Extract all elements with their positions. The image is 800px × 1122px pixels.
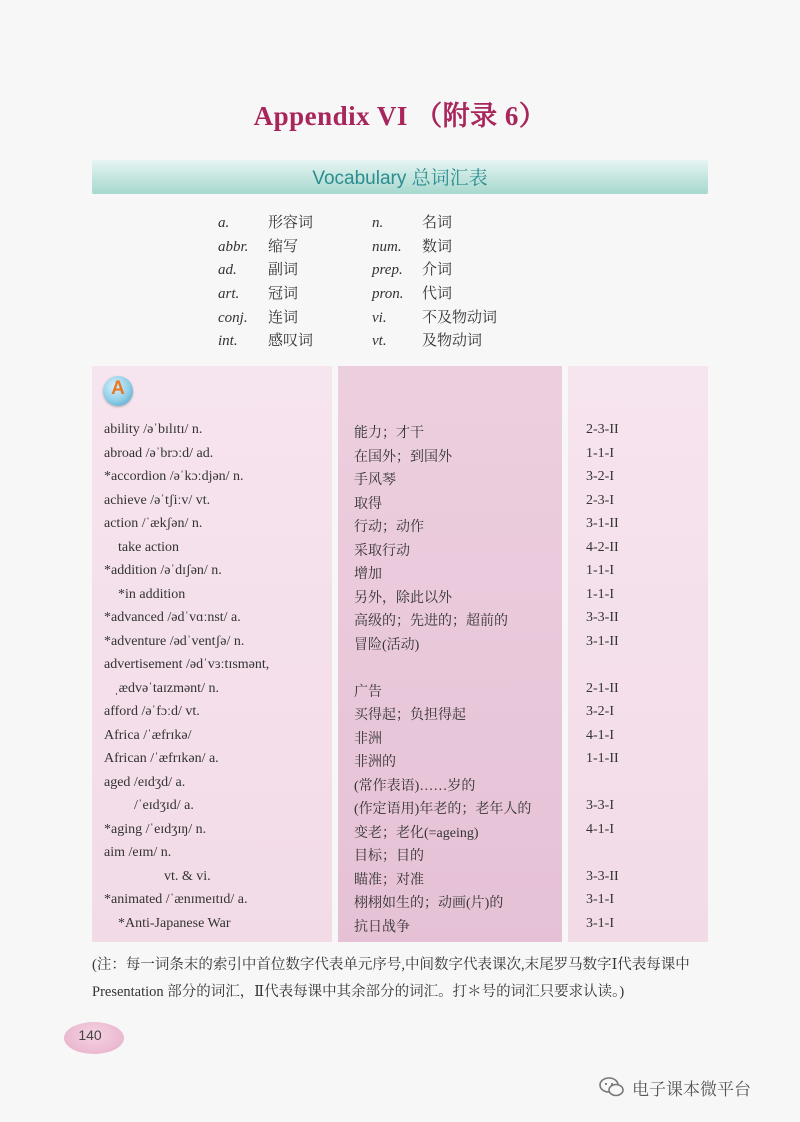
abbr-meaning: 介词 bbox=[422, 262, 453, 279]
abbr-meaning: 形容词 bbox=[268, 215, 314, 231]
vocab-index: 3-2-I bbox=[586, 704, 614, 719]
vocab-word: *addition /əˈdɪʃən/ n. bbox=[104, 563, 222, 578]
abbr-meaning: 不及物动词 bbox=[422, 309, 498, 326]
vocab-word: African /ˈæfrɪkən/ a. bbox=[104, 751, 219, 766]
abbr-term: vt. bbox=[372, 333, 387, 350]
abbr-meaning: 感叹词 bbox=[268, 333, 314, 350]
abbr-meaning: 名词 bbox=[422, 215, 453, 231]
vocab-word: *aging /ˈeɪdʒɪŋ/ n. bbox=[104, 821, 207, 837]
vocab-index: 4-1-I bbox=[586, 821, 614, 837]
vocab-index: 2-1-II bbox=[586, 680, 619, 696]
vocab-word: action /ˈækʃən/ n. bbox=[104, 516, 203, 531]
vocab-index: 2-3-I bbox=[586, 492, 614, 508]
abbr-meaning: 数词 bbox=[422, 238, 453, 255]
vocab-index: 3-3-I bbox=[586, 798, 614, 813]
abbr-meaning: 代词 bbox=[422, 286, 453, 303]
vocab-meaning: 非洲 bbox=[354, 731, 382, 747]
vocab-word: abroad /əˈbrɔːd/ ad. bbox=[104, 445, 214, 461]
vocab-index: 1-1-II bbox=[586, 751, 619, 766]
abbr-term: n. bbox=[372, 215, 384, 231]
vocab-meaning: 取得 bbox=[354, 496, 382, 512]
abbr-term: a. bbox=[218, 215, 230, 231]
vocab-index: 1-1-I bbox=[586, 445, 614, 461]
page-title: Appendix VI （附录 6） bbox=[253, 101, 547, 131]
vocab-word: afford /əˈfɔːd/ vt. bbox=[104, 704, 200, 719]
vocab-word: *accordion /əˈkɔːdjən/ n. bbox=[104, 469, 244, 484]
vocab-word: ˌædvəˈtaɪzmənt/ n. bbox=[114, 680, 219, 696]
abbreviation-row bbox=[218, 329, 497, 353]
wechat-icon bbox=[598, 1076, 626, 1098]
vocab-meaning: 非洲的 bbox=[354, 755, 396, 770]
vocab-index: 3-1-I bbox=[586, 892, 614, 907]
vocab-meaning: 目标；目的 bbox=[354, 849, 424, 864]
vocab-meaning: 抗日战争 bbox=[354, 919, 410, 935]
vocab-word: achieve /əˈtʃiːv/ vt. bbox=[104, 492, 211, 508]
vocab-index: 4-2-II bbox=[586, 539, 619, 555]
abbr-meaning: 连词 bbox=[268, 309, 299, 326]
vocab-index: 3-1-II bbox=[586, 516, 619, 531]
vocab-index: 3-1-II bbox=[586, 633, 619, 649]
abbr-term: pron. bbox=[372, 286, 404, 303]
vocab-meaning: (作定语用)年老的；老年人的 bbox=[354, 802, 532, 817]
subtitle: Vocabulary 总词汇表 bbox=[312, 168, 488, 189]
vocab-meaning: 栩栩如生的；动画(片)的 bbox=[354, 896, 504, 911]
watermark: 电子课本微平台 bbox=[632, 1080, 751, 1100]
abbr-term: vi. bbox=[372, 309, 387, 326]
vocab-meaning: 广告 bbox=[354, 684, 382, 700]
abbr-meaning: 冠词 bbox=[268, 286, 299, 303]
vocab-meaning: 买得起；负担得起 bbox=[354, 708, 466, 723]
vocab-meaning: 高级的；先进的；超前的 bbox=[354, 614, 508, 629]
footnote: (注：每一词条末的索引中首位数字代表单元序号,中间数字代表课次,末尾罗马数字Ⅰ代表每课中 Presentation 部分的词汇，Ⅱ代表每课中其余部分的词汇。打＊号的词汇只要求认读。) bbox=[92, 957, 690, 1000]
vocab-word: *advanced /ədˈvɑːnst/ a. bbox=[104, 610, 241, 625]
vocab-index: 3-2-I bbox=[586, 469, 614, 484]
vocab-meaning: 增加 bbox=[354, 567, 382, 582]
abbr-term: int. bbox=[218, 333, 238, 350]
vocab-meaning: 另外，除此以外 bbox=[354, 590, 452, 606]
vocab-word: /ˈeɪdʒɪd/ a. bbox=[134, 798, 194, 813]
vocab-index: 4-1-I bbox=[586, 727, 614, 743]
abbreviation-row bbox=[218, 211, 497, 235]
abbr-term: abbr. bbox=[218, 238, 249, 255]
vocab-word: ability /əˈbɪlɪtɪ/ n. bbox=[104, 422, 203, 437]
abbreviation-legend bbox=[218, 211, 497, 353]
vocab-index: 1-1-I bbox=[586, 563, 614, 578]
abbreviation-row bbox=[218, 306, 497, 330]
abbr-meaning: 缩写 bbox=[268, 238, 299, 255]
vocab-word: *adventure /ədˈventʃə/ n. bbox=[104, 633, 245, 649]
section-letter: A bbox=[111, 378, 125, 399]
abbr-meaning: 及物动词 bbox=[422, 333, 483, 350]
vocab-word: aged /eɪdʒd/ a. bbox=[104, 774, 186, 790]
vocab-meaning: 采取行动 bbox=[354, 543, 410, 559]
vocab-word: take action bbox=[118, 539, 180, 555]
vocab-meaning: 手风琴 bbox=[354, 473, 396, 488]
vocab-word: Africa /ˈæfrɪkə/ bbox=[104, 727, 192, 743]
vocab-meaning: 行动；动作 bbox=[354, 520, 424, 535]
page-number: 140 bbox=[78, 1027, 102, 1043]
vocab-word: advertisement /ədˈvɜːtɪsmənt, bbox=[104, 657, 270, 672]
abbreviation-row bbox=[218, 258, 497, 282]
vocab-word: *animated /ˈænɪmeɪtɪd/ a. bbox=[104, 892, 248, 907]
vocab-meaning: 冒险(活动) bbox=[354, 637, 420, 653]
vocab-word: aim /eɪm/ n. bbox=[104, 845, 172, 860]
vocab-word: *in addition bbox=[118, 586, 186, 602]
vocab-word: *Anti-Japanese War bbox=[118, 915, 231, 931]
vocab-meaning: 在国外；到国外 bbox=[354, 449, 452, 465]
vocab-meaning: 变老；老化(=ageing) bbox=[354, 825, 479, 841]
abbr-meaning: 副词 bbox=[268, 262, 299, 279]
abbr-term: art. bbox=[218, 286, 240, 303]
abbr-term: ad. bbox=[218, 262, 237, 279]
vocab-meaning: (常作表语)……岁的 bbox=[354, 778, 476, 794]
vocab-meaning: 瞄准；对准 bbox=[354, 872, 424, 888]
vocab-index: 3-1-I bbox=[586, 915, 614, 931]
vocab-index: 2-3-II bbox=[586, 422, 619, 437]
abbreviation-row bbox=[218, 282, 497, 306]
abbr-term: num. bbox=[372, 238, 402, 255]
vocab-index: 3-3-II bbox=[586, 868, 619, 884]
abbr-term: conj. bbox=[218, 309, 248, 326]
vocab-index: 1-1-I bbox=[586, 586, 614, 602]
vocab-index: 3-3-II bbox=[586, 610, 619, 625]
vocab-word: vt. & vi. bbox=[164, 868, 211, 884]
vocab-meaning: 能力；才干 bbox=[354, 426, 424, 441]
abbr-term: prep. bbox=[372, 262, 403, 279]
abbreviation-row bbox=[218, 235, 497, 259]
